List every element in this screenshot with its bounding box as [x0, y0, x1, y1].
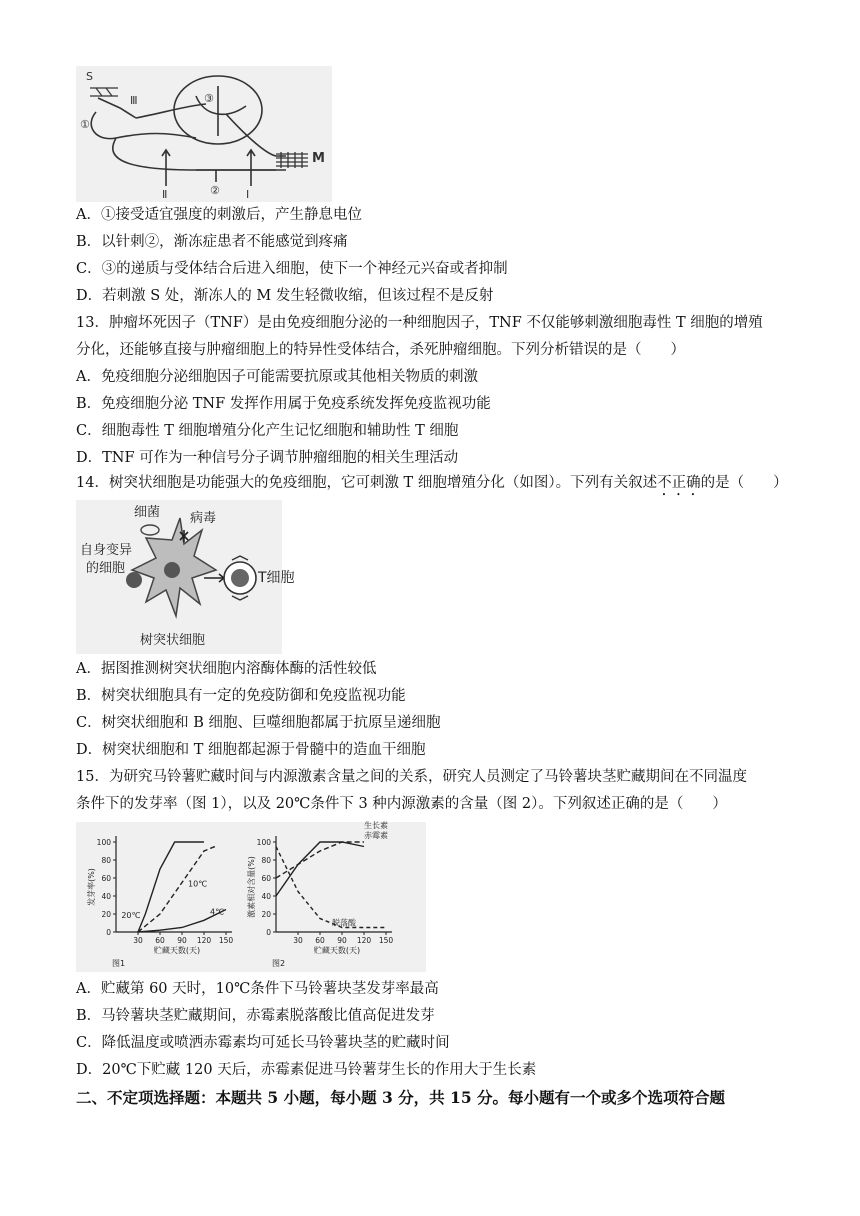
q13-option-c: C．细胞毒性 T 细胞增殖分化产生记忆细胞和辅助性 T 细胞: [76, 423, 459, 439]
label-circle-1: ①: [80, 118, 90, 131]
fig2-series-label: 生长素: [364, 821, 388, 830]
q14-stem-emphasis: 不正确: [657, 475, 701, 491]
fig1-x-tick-label: 60: [155, 936, 165, 945]
fig2-series-line: [276, 842, 364, 896]
q15-option-c: C．降低温度或喷洒赤霉素均可延长马铃薯块茎的贮藏时间: [76, 1035, 450, 1051]
label-s: S: [86, 70, 93, 83]
fig1-y-tick-label: 80: [101, 856, 111, 865]
q12-option-d: D．若刺激 S 处，渐冻人的 M 发生轻微收缩，但该过程不是反射: [76, 288, 494, 304]
label-2-roman: Ⅱ: [162, 188, 168, 201]
q15-option-d: D．20℃下贮藏 120 天后，赤霉素促进马铃薯芽生长的作用大于生长素: [76, 1062, 537, 1078]
q15-stem-line1: 15．为研究马铃薯贮藏时间与内源激素含量之间的关系，研究人员测定了马铃薯块茎贮藏期间在不同温度: [76, 769, 747, 785]
fig14-virus-label: 病毒: [190, 511, 217, 526]
label-3-roman: Ⅲ: [130, 94, 138, 107]
fig14-bacteria-label: 细菌: [134, 505, 161, 520]
label-m: M: [312, 151, 325, 166]
fig1-x-tick-label: 30: [133, 936, 143, 945]
q12-option-c: C．③的递质与受体结合后进入细胞，使下一个神经元兴奋或者抑制: [76, 261, 508, 277]
section-2-heading: 二、不定项选择题：本题共 5 小题，每小题 3 分，共 15 分。每小题有一个或多个选项符合题: [76, 1088, 726, 1107]
q14-option-b: B．树突状细胞具有一定的免疫防御和免疫监视功能: [76, 688, 406, 704]
q14-option-a: A．据图推测树突状细胞内溶酶体酶的活性较低: [76, 661, 377, 677]
q12-option-b: B．以针刺②，渐冻症患者不能感觉到疼痛: [76, 234, 348, 250]
q13-option-a: A．免疫细胞分泌细胞因子可能需要抗原或其他相关物质的刺激: [76, 369, 478, 385]
fig2-y-tick-label: 80: [261, 856, 271, 865]
fig1-x-label: 贮藏天数(天): [153, 946, 201, 955]
fig2-y-tick-label: 40: [261, 892, 271, 901]
fig1-y-tick-label: 0: [106, 928, 111, 937]
fig2-series-label: 赤霉素: [364, 831, 388, 840]
fig1-x-tick-label: 90: [177, 936, 187, 945]
dendritic-cell-figure: [76, 500, 295, 654]
fig1-series-line: [138, 847, 215, 933]
fig1-series-label: 20℃: [121, 911, 141, 920]
fig2-title: 图2: [272, 959, 286, 968]
fig1-y-tick-label: 60: [101, 874, 111, 883]
q14-stem: [76, 474, 788, 499]
fig2-x-tick-label: 150: [378, 936, 394, 945]
fig2-y-tick-label: 0: [266, 928, 271, 937]
q15-stem-line2: 条件下的发芽率（图 1），以及 20℃条件下 3 种内源激素的含量（图 2）。下列叙述正确的是（ ）: [76, 796, 727, 812]
fig14-tcell-label: T细胞: [258, 570, 295, 586]
fig1-series-label: 4℃: [210, 907, 225, 917]
fig2-series-line: [276, 847, 386, 928]
fig1-title: 图1: [112, 959, 126, 968]
fig1-series-label: 10℃: [188, 879, 208, 889]
q13-stem-line1: 13．肿瘤坏死因子（TNF）是由免疫细胞分泌的一种细胞因子，TNF 不仅能够刺激细胞毒性 T 细胞的增殖: [76, 315, 763, 331]
fig2-y-tick-label: 100: [256, 838, 271, 847]
label-circle-2: ②: [210, 184, 220, 197]
label-circle-3: ③: [204, 92, 214, 105]
fig1-y-tick-label: 100: [96, 838, 111, 847]
reflex-arc-figure: [76, 66, 332, 202]
q14-stem-pre: 14．树突状细胞是功能强大的免疫细胞，它可刺激 T 细胞增殖分化（如图）。下列有关叙述: [76, 475, 658, 491]
fig2-series-label: 脱落酸: [332, 918, 356, 928]
fig14-dc-label: 树突状细胞: [140, 633, 206, 648]
fig14-mutant-label-1: 自身变异: [80, 543, 133, 558]
q15-option-a: A．贮藏第 60 天时，10℃条件下马铃薯块茎发芽率最高: [76, 981, 439, 997]
q13-option-d: D．TNF 可作为一种信号分子调节肿瘤细胞的相关生理活动: [76, 450, 459, 466]
fig2-x-tick-label: 60: [315, 936, 325, 945]
q13-option-b: B．免疫细胞分泌 TNF 发挥作用属于免疫系统发挥免疫监视功能: [76, 396, 491, 412]
q12-option-a: A．①接受适宜强度的刺激后，产生静息电位: [76, 207, 362, 223]
q13-stem-line2: 分化，还能够直接与肿瘤细胞上的特异性受体结合，杀死肿瘤细胞。下列分析错误的是（ ）: [76, 342, 685, 358]
label-1-roman: Ⅰ: [246, 188, 250, 201]
fig14-mutant-label-2: 的细胞: [86, 561, 126, 576]
q14-option-c: C．树突状细胞和 B 细胞、巨噬细胞都属于抗原呈递细胞: [76, 715, 441, 731]
q14-option-d: D．树突状细胞和 T 细胞都起源于骨髓中的造血干细胞: [76, 742, 426, 758]
fig2-y-label: 激素相对含量(%): [247, 856, 256, 918]
fig1-x-tick-label: 150: [218, 936, 234, 945]
q14-stem-post: 的是（ ）: [700, 475, 788, 491]
fig2-y-tick-label: 20: [261, 910, 271, 919]
fig2-x-label: 贮藏天数(天): [313, 946, 361, 955]
fig2-x-tick-label: 90: [337, 936, 347, 945]
q15-option-b: B．马铃薯块茎贮藏期间，赤霉素脱落酸比值高促进发芽: [76, 1008, 435, 1024]
fig1-y-tick-label: 40: [101, 892, 111, 901]
fig2-y-tick-label: 60: [261, 874, 271, 883]
fig1-x-tick-label: 120: [196, 936, 212, 945]
fig2-x-tick-label: 30: [293, 936, 303, 945]
potato-charts-figure: [76, 822, 426, 972]
fig1-y-tick-label: 20: [101, 910, 111, 919]
fig2-x-tick-label: 120: [356, 936, 372, 945]
fig1-y-label: 发芽率(%): [87, 868, 96, 906]
